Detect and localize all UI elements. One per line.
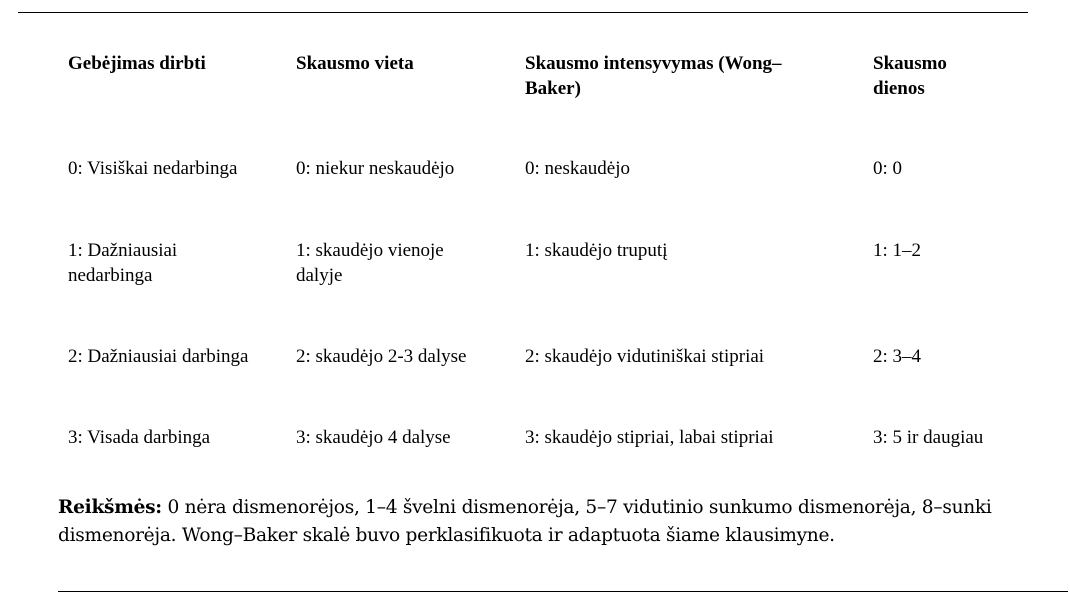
table-cell: 0: Visiškai nedarbinga [68, 158, 238, 179]
note-text: 0 nėra dismenorėjos, 1–4 švelni dismenorėja, 5–7 vidutinio sunkumo dismenorėja, 8–sunki dismenorėja. Wong–Baker skalė buvo perklasifikuota ir adaptuota šiame klausimyne. [58, 497, 992, 546]
table-cell: 0: neskaudėjo [525, 158, 631, 179]
table-cell: 3: skaudėjo 4 dalyse [296, 427, 451, 448]
table-cell: 3: 5 ir daugiau [873, 427, 984, 448]
table-cell: 0: 0 [873, 158, 903, 179]
table-cell: 2: skaudėjo vidutiniškai stipriai [525, 346, 765, 367]
table-cell: 1: Dažniausiai nedarbinga [68, 240, 178, 286]
table-cell: 0: niekur neskaudėjo [296, 158, 455, 179]
table-cell: 2: Dažniausiai darbinga [68, 346, 249, 367]
top-rule [18, 12, 1028, 13]
table-cell: 3: skaudėjo stipriai, labai stipriai [525, 427, 774, 448]
header-work-ability: Gebėjimas dirbti [68, 53, 206, 74]
note-label: Reikšmės: [58, 497, 162, 518]
header-pain-intensity: Skausmo intensyvymas (Wong–Baker) [525, 53, 782, 99]
table-note [58, 494, 1058, 550]
table-cell: 1: skaudėjo vienoje dalyje [296, 240, 444, 286]
header-pain-location: Skausmo vieta [296, 53, 414, 74]
table-cell: 1: skaudėjo truputį [525, 240, 668, 261]
table-cell: 2: 3–4 [873, 346, 922, 367]
bottom-rule [58, 591, 1068, 592]
table-cell: 2: skaudėjo 2-3 dalyse [296, 346, 467, 367]
table-cell: 3: Visada darbinga [68, 427, 211, 448]
table-cell: 1: 1–2 [873, 240, 922, 261]
header-pain-days: Skausmo dienos [873, 53, 947, 99]
